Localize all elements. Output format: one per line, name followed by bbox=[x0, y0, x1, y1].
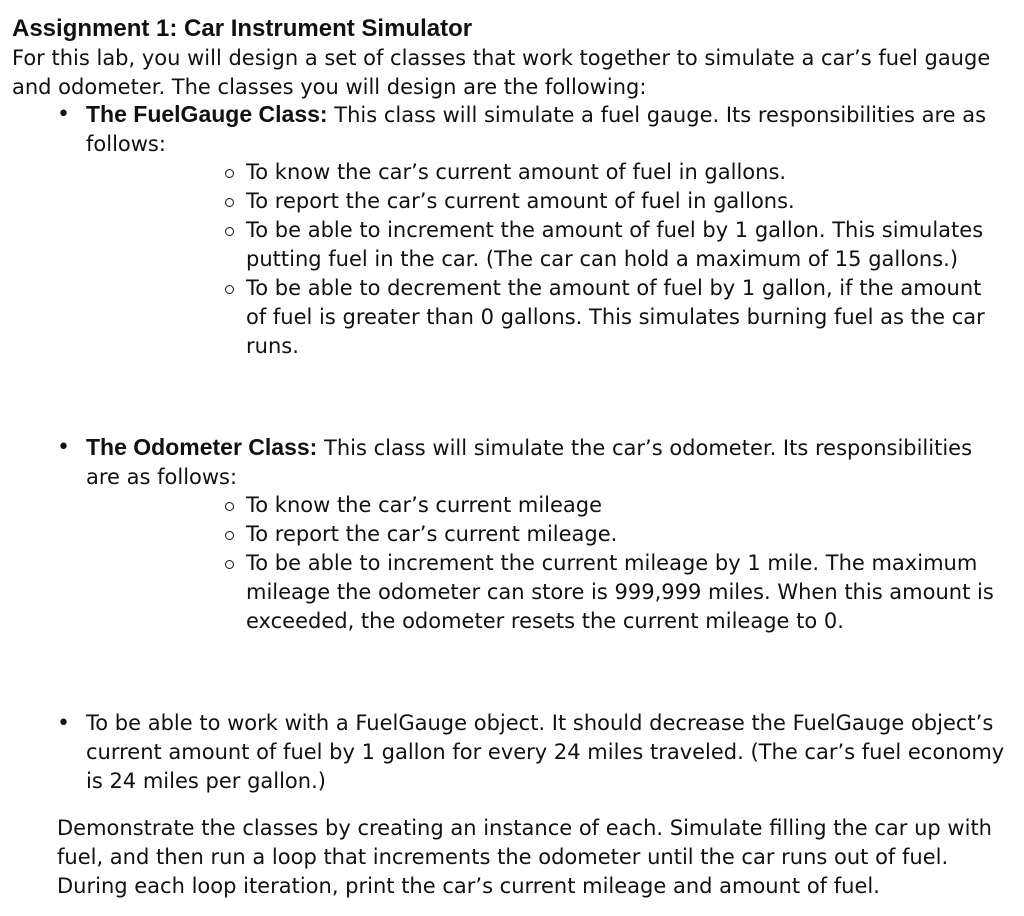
fuelgauge-bullet bbox=[86, 100, 1006, 159]
odometer-heading: The Odometer Class: bbox=[86, 434, 318, 460]
fuelgauge-link-bullet: • To be able to work with a FuelGauge object. It should decrease the FuelGauge object’s current amount of fuel by 1 gallon for every 24 miles traveled. (The car’s fuel economy is 24 miles per gallon.) bbox=[86, 709, 1006, 796]
list-item: To be able to increment the current mileage by 1 mile. The maximum mileage the odometer can store is 999,999 miles. When this amount is exceeded, the odometer resets the current mileage to 0. bbox=[246, 549, 996, 636]
odometer-responsibilities bbox=[246, 491, 996, 636]
list-item: To know the car’s current mileage bbox=[246, 491, 996, 520]
odometer-bullet bbox=[86, 433, 1006, 492]
list-item: To be able to increment the amount of fuel by 1 gallon. This simulates putting fuel in the car. (The car can hold a maximum of 15 gallons.) bbox=[246, 216, 996, 274]
list-item: To report the car’s current mileage. bbox=[246, 520, 996, 549]
page-title: Assignment 1: Car Instrument Simulator bbox=[12, 15, 473, 42]
list-item: To know the car’s current amount of fuel in gallons. bbox=[246, 158, 996, 187]
list-item: To report the car’s current amount of fuel in gallons. bbox=[246, 187, 996, 216]
odometer-description: This class will simulate the car’s odometer. Its responsibilities are as follows: bbox=[86, 436, 973, 489]
list-item: To be able to decrement the amount of fuel by 1 gallon, if the amount of fuel is greater than 0 gallons. This simulates burning fuel as the car runs. bbox=[246, 274, 996, 361]
closing-paragraph: Demonstrate the classes by creating an instance of each. Simulate filling the car up with fuel, and then run a loop that increments the odometer until the car runs out of fuel. During each loop iteration, print the car’s current mileage and amount of fuel. bbox=[57, 816, 992, 898]
fuelgauge-heading: The FuelGauge Class: bbox=[86, 101, 328, 127]
fuelgauge-responsibilities bbox=[246, 158, 996, 361]
intro-paragraph: For this lab, you will design a set of classes that work together to simulate a car’s fuel gauge and odometer. The classes you will design are the following: bbox=[12, 46, 991, 99]
fuelgauge-description: This class will simulate a fuel gauge. Its responsibilities are as follows: bbox=[86, 103, 987, 156]
